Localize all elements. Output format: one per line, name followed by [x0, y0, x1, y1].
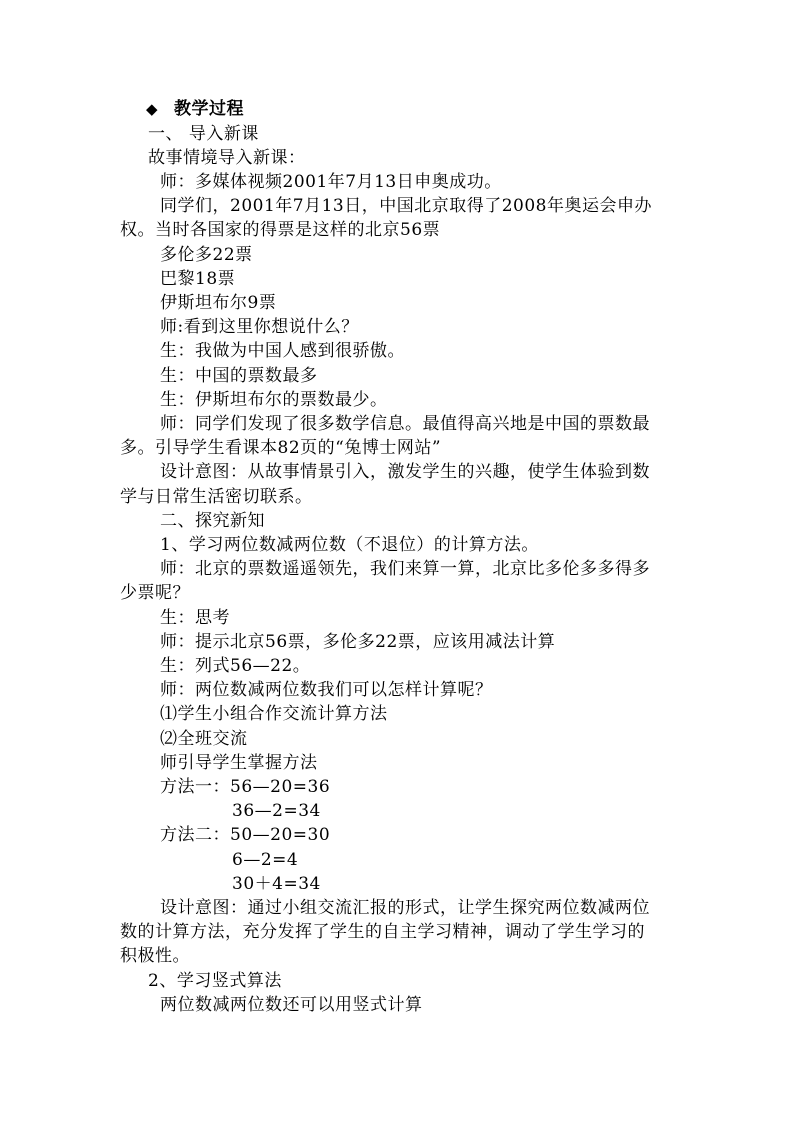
text-line: 故事情境导入新课： [148, 148, 306, 168]
section-heading: 教学过程 [174, 99, 244, 119]
text-line: 师：北京的票数遥遥领先，我们来算一算，北京比多伦多多得多 [160, 559, 650, 579]
text-line: 师：提示北京56票，多伦多22票，应该用减法计算 [160, 632, 556, 652]
text-line: 30＋4=34 [232, 874, 321, 894]
text-line: 多伦多22票 [160, 245, 253, 265]
text-line: 6—2=4 [232, 850, 299, 870]
text-line: 二、探究新知 [160, 511, 265, 531]
text-line: ⑴学生小组合作交流计算方法 [160, 704, 388, 724]
text-line: 伊斯坦布尔9票 [160, 293, 277, 313]
diamond-bullet-icon: ◆ [146, 100, 158, 118]
text-line: 方法一：56—20=36 [160, 777, 331, 797]
text-line: 巴黎18票 [160, 269, 236, 289]
text-line: 一、 导入新课 [148, 124, 259, 144]
text-line: 生：思考 [160, 608, 230, 628]
text-line: 师：两位数减两位数我们可以怎样计算呢？ [160, 680, 493, 700]
text-line: 两位数减两位数还可以用竖式计算 [160, 995, 423, 1015]
text-line: 权。当时各国家的得票是这样的北京56票 [120, 220, 441, 240]
text-line: 多。引导学生看课本82页的“兔博士网站” [120, 438, 442, 458]
text-line: 生：我做为中国人感到很骄傲。 [160, 341, 405, 361]
text-line: 积极性。 [120, 946, 190, 966]
text-line: 少票呢？ [120, 583, 190, 603]
text-line: 数的计算方法，充分发挥了学生的自主学习精神，调动了学生学习的 [120, 922, 645, 942]
text-line: ⑵全班交流 [160, 729, 248, 749]
text-line: 生：列式56—22。 [160, 656, 311, 676]
text-line: 师引导学生掌握方法 [160, 753, 318, 773]
text-line: 师：同学们发现了很多数学信息。最值得高兴地是中国的票数最 [160, 414, 650, 434]
text-line: 1、学习两位数减两位数（不退位）的计算方法。 [160, 535, 539, 555]
text-line: 方法二：50—20=30 [160, 825, 331, 845]
text-line: 设计意图：从故事情景引入，激发学生的兴趣，使学生体验到数 [160, 462, 650, 482]
text-line: 2、学习竖式算法 [148, 971, 282, 991]
text-line: 36—2=34 [232, 801, 321, 821]
text-line: 生：伊斯坦布尔的票数最少。 [160, 390, 388, 410]
text-line: 师：多媒体视频2001年7月13日申奥成功。 [160, 172, 502, 192]
text-line: 同学们，2001年7月13日，中国北京取得了2008年奥运会申办 [160, 196, 652, 216]
text-line: 生：中国的票数最多 [160, 366, 318, 386]
text-line: 师:看到这里你想说什么？ [160, 317, 359, 337]
text-line: 学与日常生活密切联系。 [120, 487, 313, 507]
text-line: 设计意图：通过小组交流汇报的形式，让学生探究两位数减两位 [160, 898, 650, 918]
